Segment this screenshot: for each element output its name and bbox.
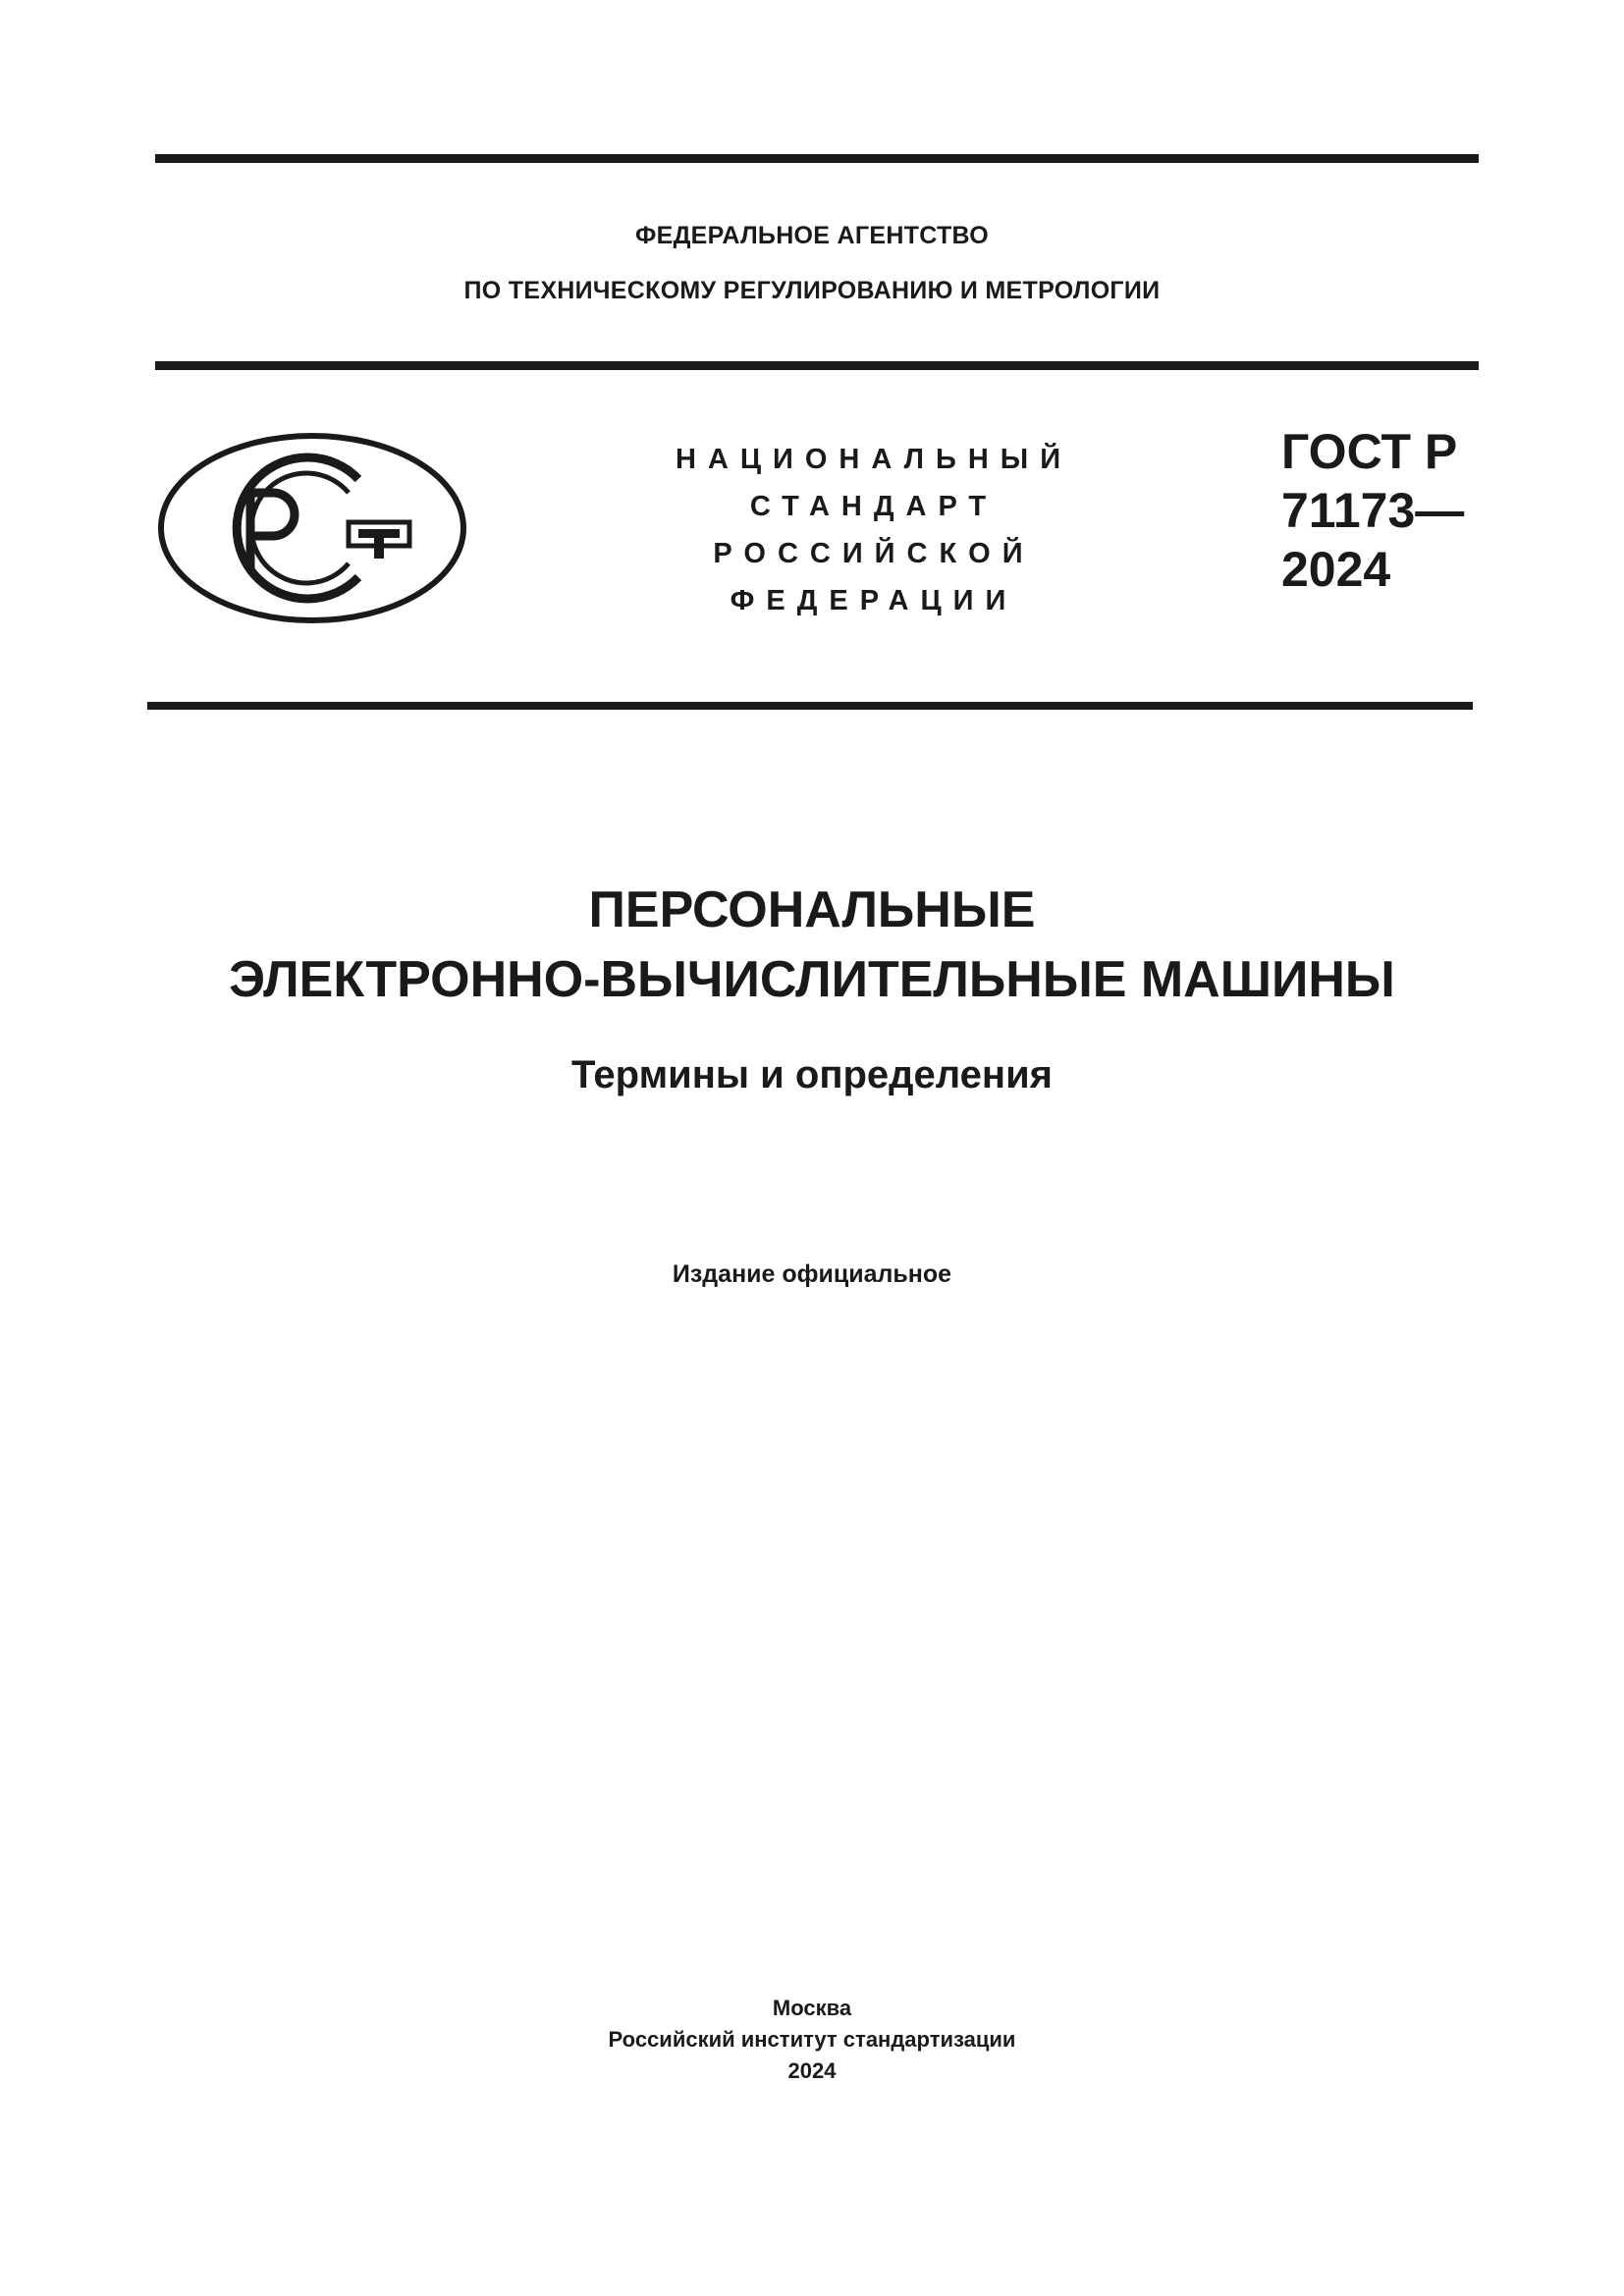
designation-line: ГОСТ Р [1281,424,1458,479]
top-divider [155,154,1479,163]
publisher-city: Москва [772,1996,852,2020]
header-divider [155,361,1479,370]
document-subtitle: Термины и определения [570,1053,1054,1096]
agency-line-1: ФЕДЕРАЛЬНОЕ АГЕНТСТВО [634,222,990,249]
standard-type [648,436,1100,624]
designation-line: 71173— [1281,483,1465,538]
document-title-line-2: ЭЛЕКТРОННО-ВЫЧИСЛИТЕЛЬНЫЕ МАШИНЫ [229,951,1395,1008]
publisher-name: Российский институт стандартизации [608,2027,1016,2052]
agency-line-2: ПО ТЕХНИЧЕСКОМУ РЕГУЛИРОВАНИЮ И МЕТРОЛОГИИ [463,277,1161,304]
title-divider [147,702,1473,710]
standard-designation [1281,422,1464,599]
standard-type-line: РОССИЙСКОЙ [713,538,1035,569]
edition-label: Издание официальное [672,1260,952,1288]
rst-logo-icon [157,432,467,624]
publisher-block [0,1993,1624,2087]
publisher-year: 2024 [787,2058,837,2083]
designation-line: 2024 [1281,542,1391,597]
standard-type-line: НАЦИОНАЛЬНЫЙ [675,444,1073,475]
document-title-line-1: ПЕРСОНАЛЬНЫЕ [588,881,1036,938]
standard-type-line: ФЕДЕРАЦИИ [730,585,1018,616]
standard-type-line: СТАНДАРТ [749,491,999,522]
